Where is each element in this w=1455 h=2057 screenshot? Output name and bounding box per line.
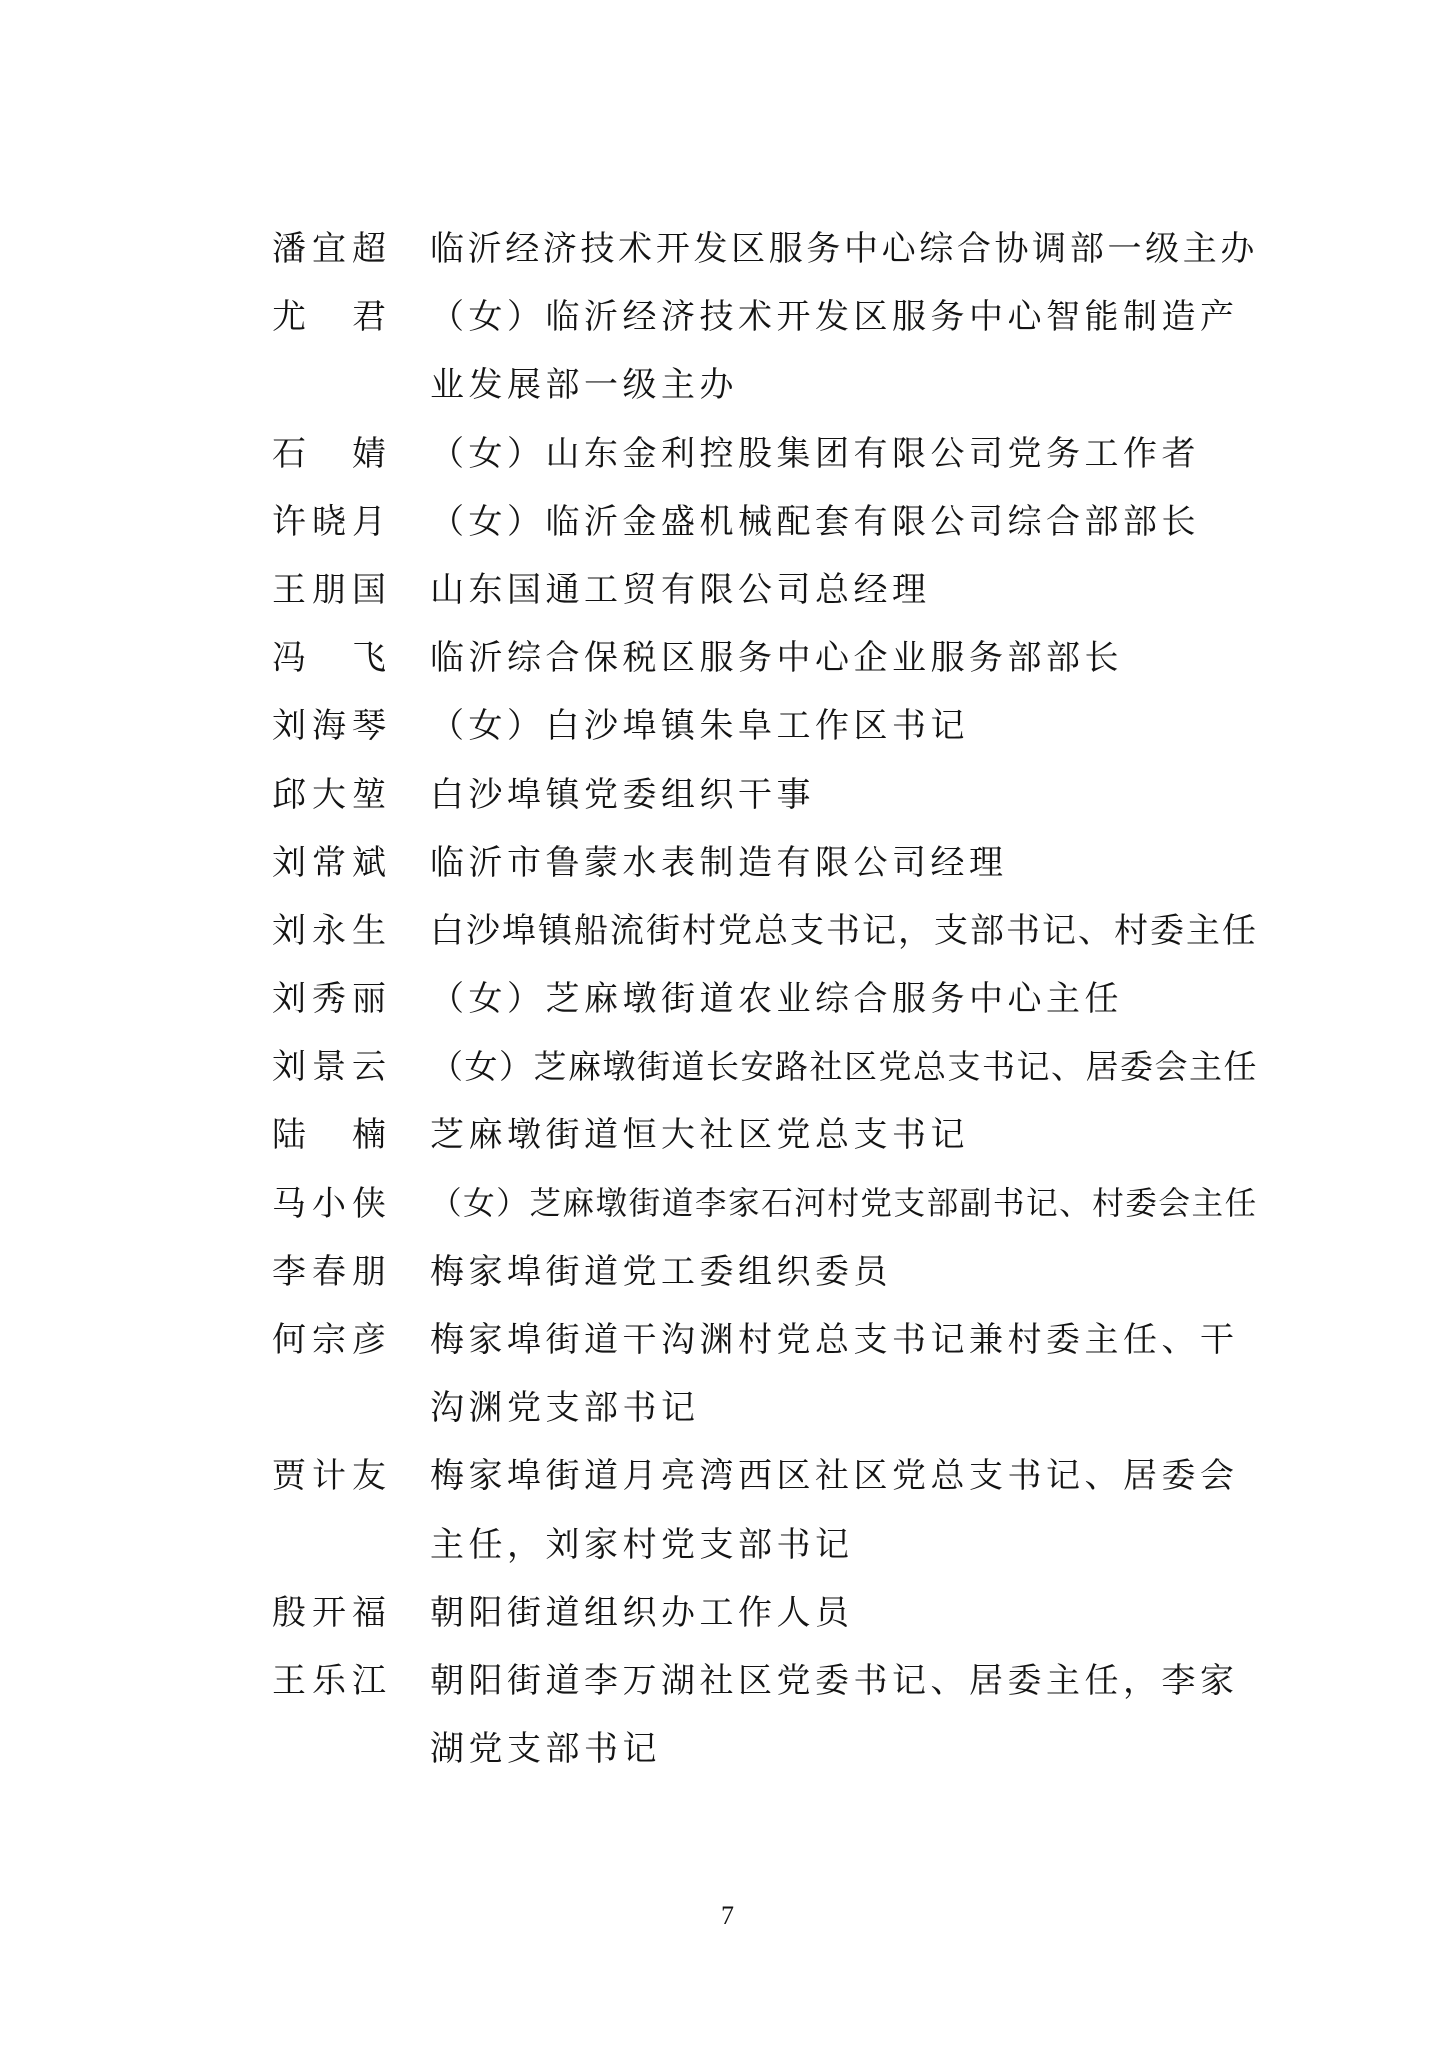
person-name: 陆 楠 bbox=[272, 1115, 386, 1156]
person-name: 王朋国 bbox=[272, 569, 386, 610]
person-name: 许晓月 bbox=[272, 501, 386, 542]
description-line: （女）白沙埠镇朱阜工作区书记 bbox=[430, 706, 969, 747]
list-item bbox=[0, 556, 1455, 624]
description-line: 白沙埠镇船流街村党总支书记，支部书记、村委主任 bbox=[430, 910, 1258, 951]
page-number: 7 bbox=[721, 1901, 734, 1930]
person-name: 石 婧 bbox=[272, 433, 386, 474]
description-line: （女）临沂金盛机械配套有限公司综合部部长 bbox=[430, 501, 1200, 542]
description-line: 朝阳街道李万湖社区党委书记、居委主任，李家 bbox=[430, 1660, 1239, 1701]
person-name: 马小侠 bbox=[272, 1183, 386, 1224]
list-item bbox=[0, 692, 1455, 760]
list-item bbox=[0, 1579, 1455, 1647]
person-name: 李春朋 bbox=[272, 1251, 386, 1292]
position-description bbox=[430, 1033, 1258, 1101]
list-item bbox=[0, 761, 1455, 829]
list-item bbox=[0, 283, 1455, 419]
description-line: 芝麻墩街道恒大社区党总支书记 bbox=[430, 1115, 969, 1156]
person-name: 王乐江 bbox=[272, 1660, 386, 1701]
position-description bbox=[430, 965, 1258, 1033]
list-item bbox=[0, 215, 1455, 283]
description-line: 临沂市鲁蒙水表制造有限公司经理 bbox=[430, 842, 1008, 883]
position-description bbox=[430, 1170, 1258, 1238]
list-item bbox=[0, 1238, 1455, 1306]
person-name: 刘永生 bbox=[272, 910, 386, 951]
list-item bbox=[0, 1647, 1455, 1783]
description-line: （女）芝麻墩街道李家石河村党支部副书记、村委会主任 bbox=[430, 1185, 1258, 1222]
list-item bbox=[0, 1442, 1455, 1578]
person-name: 刘秀丽 bbox=[272, 979, 386, 1020]
person-name: 何宗彦 bbox=[272, 1320, 386, 1360]
list-item bbox=[0, 1101, 1455, 1169]
position-description bbox=[430, 488, 1258, 556]
description-line: 临沂经济技术开发区服务中心综合协调部一级主办 bbox=[430, 229, 1258, 269]
position-description bbox=[430, 897, 1258, 965]
position-description bbox=[430, 1579, 1258, 1647]
position-description bbox=[430, 1306, 1258, 1442]
person-name: 邱大堃 bbox=[272, 774, 386, 815]
description-line: 梅家埠街道党工委组织委员 bbox=[430, 1251, 892, 1292]
description-line: （女）山东金利控股集团有限公司党务工作者 bbox=[430, 433, 1200, 474]
position-description bbox=[430, 1238, 1258, 1306]
description-line: 梅家埠街道干沟渊村党总支书记兼村委主任、干 bbox=[430, 1320, 1239, 1360]
list-item bbox=[0, 624, 1455, 692]
description-line: 临沂综合保税区服务中心企业服务部部长 bbox=[430, 638, 1123, 679]
description-line: （女）芝麻墩街道农业综合服务中心主任 bbox=[430, 979, 1123, 1020]
list-item bbox=[0, 1170, 1455, 1238]
person-name: 潘宜超 bbox=[272, 229, 386, 269]
list-item bbox=[0, 488, 1455, 556]
description-line: 山东国通工贸有限公司总经理 bbox=[430, 569, 931, 610]
name-list bbox=[0, 215, 1455, 1783]
position-description bbox=[430, 761, 1258, 829]
person-name: 殷开福 bbox=[272, 1592, 386, 1633]
position-description bbox=[430, 1442, 1258, 1578]
list-item bbox=[0, 1306, 1455, 1442]
position-description bbox=[430, 1647, 1258, 1783]
description-line: 主任，刘家村党支部书记 bbox=[430, 1524, 854, 1565]
position-description bbox=[430, 215, 1258, 283]
position-description bbox=[430, 624, 1258, 692]
list-item bbox=[0, 897, 1455, 965]
person-name: 刘常斌 bbox=[272, 842, 386, 883]
description-line: 沟渊党支部书记 bbox=[430, 1388, 700, 1429]
position-description bbox=[430, 829, 1258, 897]
position-description bbox=[430, 1101, 1258, 1169]
description-line: 湖党支部书记 bbox=[430, 1729, 661, 1770]
person-name: 贾计友 bbox=[272, 1456, 386, 1497]
description-line: （女）芝麻墩街道长安路社区党总支书记、居委会主任 bbox=[430, 1047, 1258, 1087]
description-line: 白沙埠镇党委组织干事 bbox=[430, 774, 815, 815]
description-line: 业发展部一级主办 bbox=[430, 365, 738, 406]
description-line: （女）临沂经济技术开发区服务中心智能制造产 bbox=[430, 297, 1239, 338]
position-description bbox=[430, 420, 1258, 488]
person-name: 刘景云 bbox=[272, 1047, 386, 1088]
position-description bbox=[430, 556, 1258, 624]
person-name: 尤 君 bbox=[272, 297, 386, 338]
list-item bbox=[0, 1033, 1455, 1101]
position-description bbox=[430, 283, 1258, 419]
description-line: 梅家埠街道月亮湾西区社区党总支书记、居委会 bbox=[430, 1456, 1239, 1497]
person-name: 刘海琴 bbox=[272, 706, 386, 747]
person-name: 冯 飞 bbox=[272, 638, 386, 679]
list-item bbox=[0, 829, 1455, 897]
description-line: 朝阳街道组织办工作人员 bbox=[430, 1592, 854, 1633]
list-item bbox=[0, 965, 1455, 1033]
position-description bbox=[430, 692, 1258, 760]
list-item bbox=[0, 420, 1455, 488]
